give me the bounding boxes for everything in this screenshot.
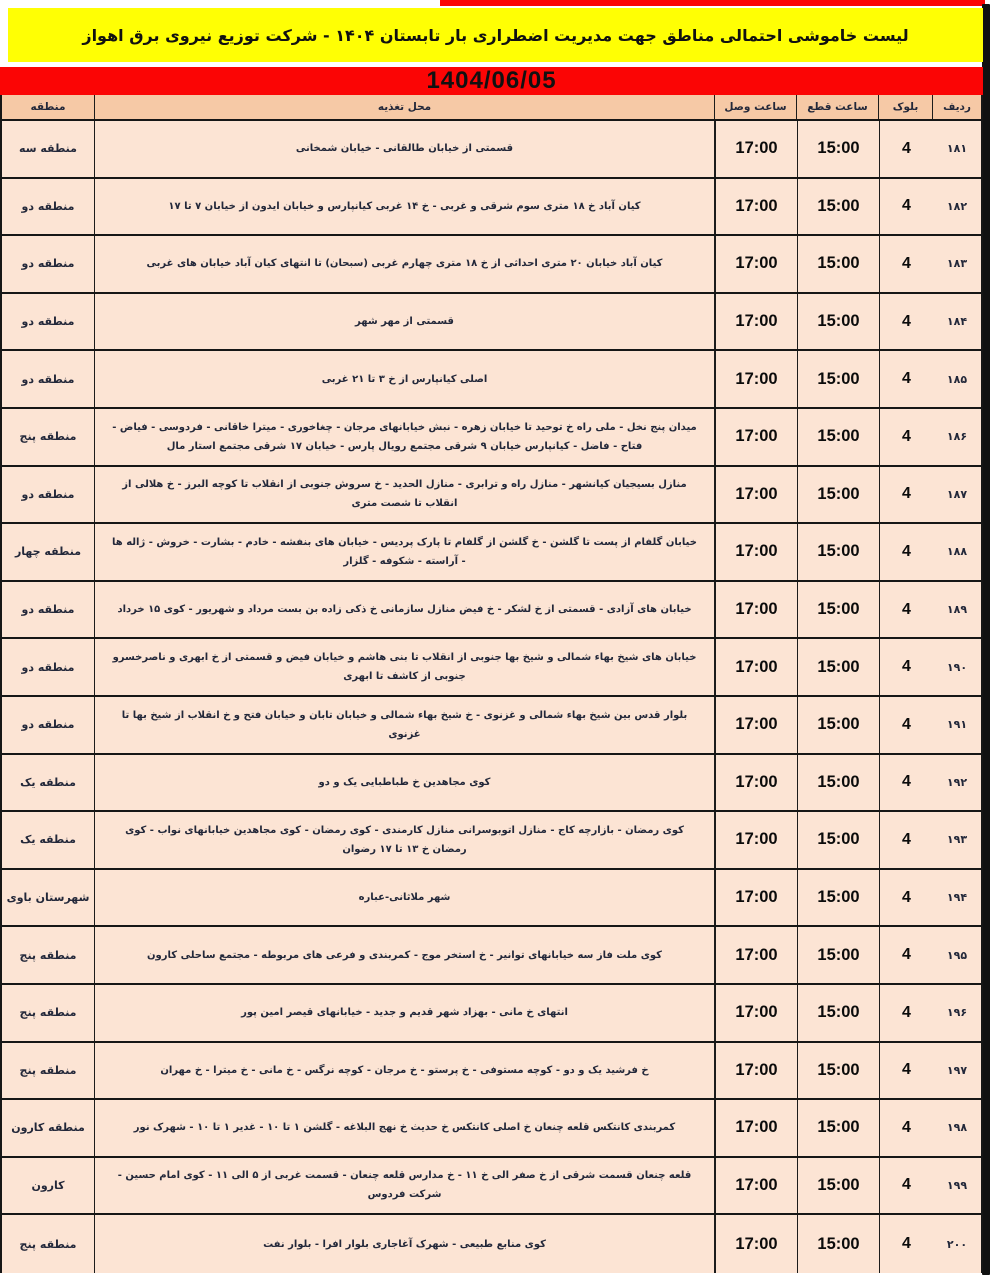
region-cell: منطقه دو xyxy=(2,351,95,407)
region-cell: منطقه دو xyxy=(2,179,95,235)
table-row xyxy=(2,812,981,870)
block-cell: 4 xyxy=(879,524,933,580)
block-cell: 4 xyxy=(879,236,933,292)
block-cell: 4 xyxy=(879,812,933,868)
block-cell: 4 xyxy=(879,927,933,983)
table-row xyxy=(2,1043,981,1101)
region-cell: منطقه دو xyxy=(2,236,95,292)
cut-time-cell: 15:00 xyxy=(797,812,879,868)
block-cell: 4 xyxy=(879,697,933,753)
reconnect-time-cell: 17:00 xyxy=(715,409,797,465)
feed-location-cell: قسمتی از خیابان طالقانی - خیابان شمخانی xyxy=(95,121,715,177)
cut-time-cell: 15:00 xyxy=(797,582,879,638)
cut-time-cell: 15:00 xyxy=(797,236,879,292)
region-cell: شهرستان باوی xyxy=(2,870,95,926)
reconnect-time-cell: 17:00 xyxy=(715,1043,797,1099)
cut-time-cell: 15:00 xyxy=(797,1215,879,1273)
block-cell: 4 xyxy=(879,985,933,1041)
row-number-cell: ۱۸۴ xyxy=(946,315,968,329)
block-cell: 4 xyxy=(879,294,933,350)
block-cell: 4 xyxy=(879,467,933,523)
outage-table xyxy=(0,95,983,1273)
cut-time-cell: 15:00 xyxy=(797,121,879,177)
reconnect-time-cell: 17:00 xyxy=(715,870,797,926)
reconnect-time-cell: 17:00 xyxy=(715,467,797,523)
reconnect-time-cell: 17:00 xyxy=(715,639,797,695)
feed-location-cell: شهر ملاثانی-عباره xyxy=(95,870,715,926)
feed-location-cell: منازل بسیجیان کیانشهر - منازل راه و ترابری - منازل الحدید - خ سروش جنوبی از انقلاب تا کوچه البرز - خ هلالی از انقلاب تا شصت متری xyxy=(95,467,715,523)
feed-location-cell: کوی مجاهدین خ طباطبایی یک و دو xyxy=(95,755,715,811)
row-number-cell: ۱۹۸ xyxy=(946,1121,968,1135)
cut-time-cell: 15:00 xyxy=(797,639,879,695)
cut-time-cell: 15:00 xyxy=(797,1158,879,1214)
row-number-cell: ۱۸۷ xyxy=(946,487,968,501)
block-cell: 4 xyxy=(879,1043,933,1099)
row-number-cell: ۱۸۱ xyxy=(946,142,968,156)
reconnect-time-cell: 17:00 xyxy=(715,524,797,580)
cut-time-cell: 15:00 xyxy=(797,524,879,580)
right-edge-bar xyxy=(982,4,990,1275)
reconnect-time-cell: 17:00 xyxy=(715,294,797,350)
table-row xyxy=(2,870,981,928)
row-number-cell: ۱۹۰ xyxy=(946,660,968,674)
feed-location-cell: انتهای خ مانی - بهزاد شهر قدیم و جدید - خیابانهای قیصر امین پور xyxy=(95,985,715,1041)
reconnect-time-cell: 17:00 xyxy=(715,1158,797,1214)
header-region: منطقه xyxy=(2,95,95,119)
row-number-cell: ۱۸۶ xyxy=(946,430,968,444)
region-cell: منطقه دو xyxy=(2,582,95,638)
table-row xyxy=(2,409,981,467)
date-banner xyxy=(0,67,983,95)
block-cell: 4 xyxy=(879,409,933,465)
header-feed-location: محل تغذیه xyxy=(95,95,715,119)
feed-location-cell: قسمتی از مهر شهر xyxy=(95,294,715,350)
table-row xyxy=(2,755,981,813)
cut-time-cell: 15:00 xyxy=(797,870,879,926)
table-row xyxy=(2,582,981,640)
row-number-cell: ۱۹۴ xyxy=(946,891,968,905)
row-number-cell: ۱۹۳ xyxy=(946,833,968,847)
feed-location-cell: کیان آباد خیابان ۲۰ متری احداثی از خ ۱۸ متری چهارم غربی (سبحان) تا انتهای کیان آباد خیابان های غربی xyxy=(95,236,715,292)
table-body xyxy=(2,121,981,1273)
feed-location-cell: خیابان های شیخ بهاء شمالی و شیخ بها جنوبی از انقلاب تا بنی هاشم و خیابان فیض و قسمتی از خ ابهری و ناصرخسرو جنوبی از کاشف تا ابهری xyxy=(95,639,715,695)
reconnect-time-cell: 17:00 xyxy=(715,755,797,811)
reconnect-time-cell: 17:00 xyxy=(715,985,797,1041)
table-row xyxy=(2,351,981,409)
table-row xyxy=(2,524,981,582)
table-row xyxy=(2,1215,981,1273)
page-title: لیست خاموشی احتمالی مناطق جهت مدیریت اضطراری بار تابستان ۱۴۰۴ - شرکت توزیع نیروی برق اهواز xyxy=(82,25,909,45)
block-cell: 4 xyxy=(879,121,933,177)
feed-location-cell: خیابان گلفام از پست تا گلشن - خ گلشن از گلفام تا پارک پردیس - خیابان های بنفشه - خادم - بشارت - خروش - ژاله ها - آراسته - شکوفه - گلزار xyxy=(95,524,715,580)
block-cell: 4 xyxy=(879,179,933,235)
feed-location-cell: خ فرشید یک و دو - کوچه مستوفی - خ پرستو - خ مرجان - کوچه نرگس - خ مانی - خ میترا - خ مهران xyxy=(95,1043,715,1099)
date-text: 1404/06/05 xyxy=(426,67,557,94)
table-row xyxy=(2,697,981,755)
feed-location-cell: بلوار قدس بین شیخ بهاء شمالی و غزنوی - خ شیخ بهاء شمالی و خیابان تابان و خیابان فتح و خ انقلاب از شیخ بها تا غزنوی xyxy=(95,697,715,753)
table-row xyxy=(2,467,981,525)
region-cell: منطقه پنج xyxy=(2,1043,95,1099)
region-cell: منطقه دو xyxy=(2,467,95,523)
row-number-cell: ۱۸۲ xyxy=(946,199,968,213)
cut-time-cell: 15:00 xyxy=(797,351,879,407)
row-number-cell: ۱۹۲ xyxy=(946,775,968,789)
reconnect-time-cell: 17:00 xyxy=(715,1100,797,1156)
feed-location-cell: میدان پنج نخل - ملی راه خ توحید تا خیابان زهره - نبش خیابانهای مرجان - چغاخوری - میترا خاقانی - فردوسی - فیاض - فتاح - فاضل - کیانپارس خیابان ۹ شرقی مجتمع رویال پارس - خیابان ۱۷ شرقی مجتمع استار مال xyxy=(95,409,715,465)
region-cell: منطقه دو xyxy=(2,639,95,695)
table-row xyxy=(2,236,981,294)
block-cell: 4 xyxy=(879,1215,933,1273)
top-red-sliver xyxy=(440,0,985,6)
feed-location-cell: کوی منابع طبیعی - شهرک آغاجاری بلوار افرا - بلوار نفت xyxy=(95,1215,715,1273)
region-cell: منطقه سه xyxy=(2,121,95,177)
header-cut-time: ساعت قطع xyxy=(797,95,879,119)
block-cell: 4 xyxy=(879,639,933,695)
row-number-cell: ۱۸۵ xyxy=(946,372,968,386)
block-cell: 4 xyxy=(879,351,933,407)
feed-location-cell: خیابان های آزادی - قسمتی از خ لشکر - خ فیض منازل سازمانی خ ذکی زاده بن بست مرداد و شهریور - کوی ۱۵ خرداد xyxy=(95,582,715,638)
table-row xyxy=(2,1100,981,1158)
title-banner xyxy=(8,8,983,62)
region-cell: منطقه یک xyxy=(2,812,95,868)
region-cell: منطقه پنج xyxy=(2,1215,95,1273)
cut-time-cell: 15:00 xyxy=(797,1100,879,1156)
region-cell: منطقه کارون xyxy=(2,1100,95,1156)
cut-time-cell: 15:00 xyxy=(797,467,879,523)
reconnect-time-cell: 17:00 xyxy=(715,121,797,177)
row-number-cell: ۱۹۷ xyxy=(946,1063,968,1077)
reconnect-time-cell: 17:00 xyxy=(715,1215,797,1273)
table-row xyxy=(2,121,981,179)
region-cell: منطقه دو xyxy=(2,294,95,350)
cut-time-cell: 15:00 xyxy=(797,409,879,465)
cut-time-cell: 15:00 xyxy=(797,927,879,983)
table-header-row xyxy=(2,95,981,121)
reconnect-time-cell: 17:00 xyxy=(715,582,797,638)
header-reconnect-time: ساعت وصل xyxy=(715,95,797,119)
feed-location-cell: قلعه چنعان قسمت شرقی از خ صفر الی خ ۱۱ - خ مدارس قلعه چنعان - قسمت غربی از ۵ الی ۱۱ - کوی امام حسین - شرکت فردوس xyxy=(95,1158,715,1214)
block-cell: 4 xyxy=(879,582,933,638)
feed-location-cell: اصلی کیانپارس از خ ۳ تا ۲۱ غربی xyxy=(95,351,715,407)
region-cell: منطقه پنج xyxy=(2,927,95,983)
cut-time-cell: 15:00 xyxy=(797,985,879,1041)
table-row xyxy=(2,179,981,237)
row-number-cell: ۱۸۹ xyxy=(946,603,968,617)
row-number-cell: ۲۰۰ xyxy=(946,1237,968,1251)
table-row xyxy=(2,294,981,352)
feed-location-cell: کوی رمضان - بازارچه کاج - منازل اتوبوسرانی منازل کارمندی - کوی رمضان - کوی مجاهدین خیابانهای نواب - کوی رمضان خ ۱۳ تا ۱۷ رضوان xyxy=(95,812,715,868)
table-row xyxy=(2,639,981,697)
row-number-cell: ۱۹۹ xyxy=(946,1178,968,1192)
header-block: بلوک xyxy=(879,95,933,119)
cut-time-cell: 15:00 xyxy=(797,294,879,350)
cut-time-cell: 15:00 xyxy=(797,755,879,811)
cut-time-cell: 15:00 xyxy=(797,697,879,753)
cut-time-cell: 15:00 xyxy=(797,179,879,235)
block-cell: 4 xyxy=(879,1100,933,1156)
row-number-cell: ۱۹۱ xyxy=(946,718,968,732)
reconnect-time-cell: 17:00 xyxy=(715,812,797,868)
table-row xyxy=(2,985,981,1043)
row-number-cell: ۱۸۸ xyxy=(946,545,968,559)
header-row-no: ردیف xyxy=(943,101,971,113)
region-cell: منطقه چهار xyxy=(2,524,95,580)
reconnect-time-cell: 17:00 xyxy=(715,236,797,292)
region-cell: کارون xyxy=(2,1158,95,1214)
region-cell: منطقه دو xyxy=(2,697,95,753)
block-cell: 4 xyxy=(879,1158,933,1214)
table-row xyxy=(2,1158,981,1216)
table-row xyxy=(2,927,981,985)
reconnect-time-cell: 17:00 xyxy=(715,351,797,407)
feed-location-cell: کوی ملت فاز سه خیابانهای توانیر - خ استخر موج - کمربندی و فرعی های مربوطه - مجتمع ساحلی کارون xyxy=(95,927,715,983)
block-cell: 4 xyxy=(879,755,933,811)
reconnect-time-cell: 17:00 xyxy=(715,179,797,235)
row-number-cell: ۱۹۵ xyxy=(946,948,968,962)
feed-location-cell: کیان آباد خ ۱۸ متری سوم شرقی و غربی - خ ۱۴ غربی کیانپارس و خیابان ایدون از خیابان ۷ تا ۱۷ xyxy=(95,179,715,235)
row-number-cell: ۱۹۶ xyxy=(946,1006,968,1020)
region-cell: منطقه پنج xyxy=(2,409,95,465)
region-cell: منطقه یک xyxy=(2,755,95,811)
reconnect-time-cell: 17:00 xyxy=(715,697,797,753)
region-cell: منطقه پنج xyxy=(2,985,95,1041)
reconnect-time-cell: 17:00 xyxy=(715,927,797,983)
feed-location-cell: کمربندی کانتکس قلعه چنعان خ اصلی کانتکس خ حدیث خ نهج البلاغه - گلشن ۱ تا ۱۰ - غدیر ۱ تا ۱۰ - شهرک نور xyxy=(95,1100,715,1156)
cut-time-cell: 15:00 xyxy=(797,1043,879,1099)
block-cell: 4 xyxy=(879,870,933,926)
row-number-cell: ۱۸۳ xyxy=(946,257,968,271)
